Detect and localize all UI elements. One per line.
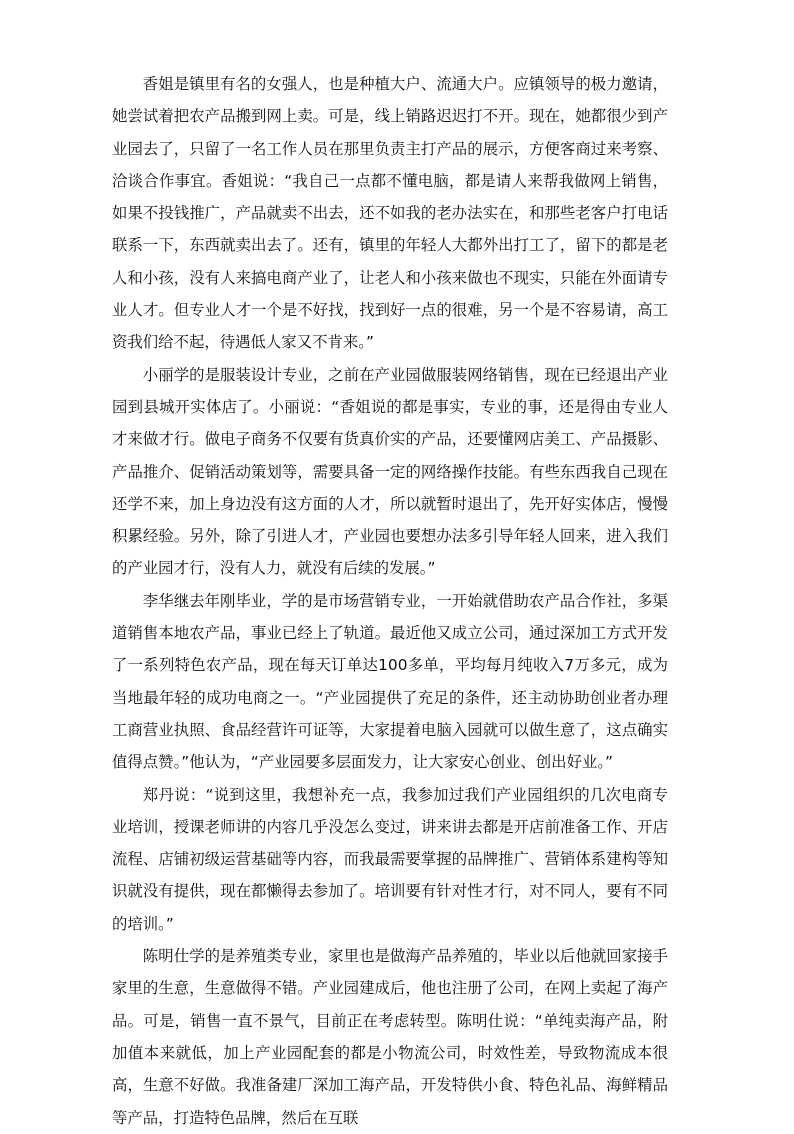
paragraph-xiaoli: 小丽学的是服装设计专业，之前在产业园做服装网络销售，现在已经退出产业园到县城开实体店了。小丽说：“香姐说的都是事实，专业的事，还是得由专业人才来做才行。做电子商务不仅要有货真价实的产品，还要懂网店美工、产品摄影、产品推介、促销活动策划等，需要具备一定的网络操作技能。有些东西我自己现在还学不来，加上身边没有这方面的人才，所以就暂时退出了，先开好实体店，慢慢积累经验。另外，除了引进人才，产业园也要想办法多引导年轻人回来，进入我们的产业园才行，没有人力，就没有后续的发展。” — [112, 365, 668, 578]
paragraph-zhengdan: 郑丹说：“说到这里，我想补充一点，我参加过我们产业园组织的几次电商专业培训，授课老师讲的内容几乎没怎么变过，讲来讲去都是开店前准备工作、开店流程、店铺初级运营基础等内容，而我最需要掌握的品牌推广、营销体系建构等知识就没有提供，现在都懒得去参加了。培训要有针对性才行，对不同人，要有不同的培训。” — [112, 785, 668, 933]
paragraph-chenmingshi: 陈明仕学的是养殖类专业，家里也是做海产品养殖的，毕业以后他就回家接手家里的生意，生意做得不错。产业园建成后，他也注册了公司，在网上卖起了海产品。可是，销售一直不景气，目前正在考虑转型。陈明仕说：“单纯卖海产品，附加值本来就低，加上产业园配套的都是小物流公司，时效性差，导致物流成本很高，生意不好做。我准备建厂深加工海产品，开发特供小食、特色礼品、海鲜精品等产品，打造特色品牌，然后在互联 — [112, 947, 668, 1127]
paragraph-lihuaji: 李华继去年刚毕业，学的是市场营销专业，一开始就借助农产品合作社，多渠道销售本地农产品，事业已经上了轨道。最近他又成立公司，通过深加工方式开发了一系列特色农产品，现在每天订单达100多单，平均每月纯收入7万多元，成为当地最年轻的成功电商之一。“产业园提供了充足的条件，还主动协助创业者办理工商营业执照、食品经营许可证等，大家提着电脑入园就可以做生意了，这点确实值得点赞。”他认为，“产业园要多层面发力，让大家安心创业、创出好业。” — [112, 591, 668, 772]
paragraph-xiangjie: 香姐是镇里有名的女强人，也是种植大户、流通大户。应镇领导的极力邀请，她尝试着把农产品搬到网上卖。可是，线上销路迟迟打不开。现在，她都很少到产业园去了，只留了一名工作人员在那里负责主打产品的展示，方便客商过来考察、洽谈合作事宜。香姐说：“我自己一点都不懂电脑，都是请人来帮我做网上销售，如果不投钱推广，产品就卖不出去，还不如我的老办法实在，和那些老客户打电话联系一下，东西就卖出去了。还有，镇里的年轻人大都外出打工了，留下的都是老人和小孩，没有人来搞电商产业了，让老人和小孩来做也不现实，只能在外面请专业人才。但专业人才一个是不好找，找到好一点的很难，另一个是不容易请，高工资我们给不起，待遇低人家又不肯来。” — [112, 75, 668, 352]
document-body — [112, 68, 668, 1134]
